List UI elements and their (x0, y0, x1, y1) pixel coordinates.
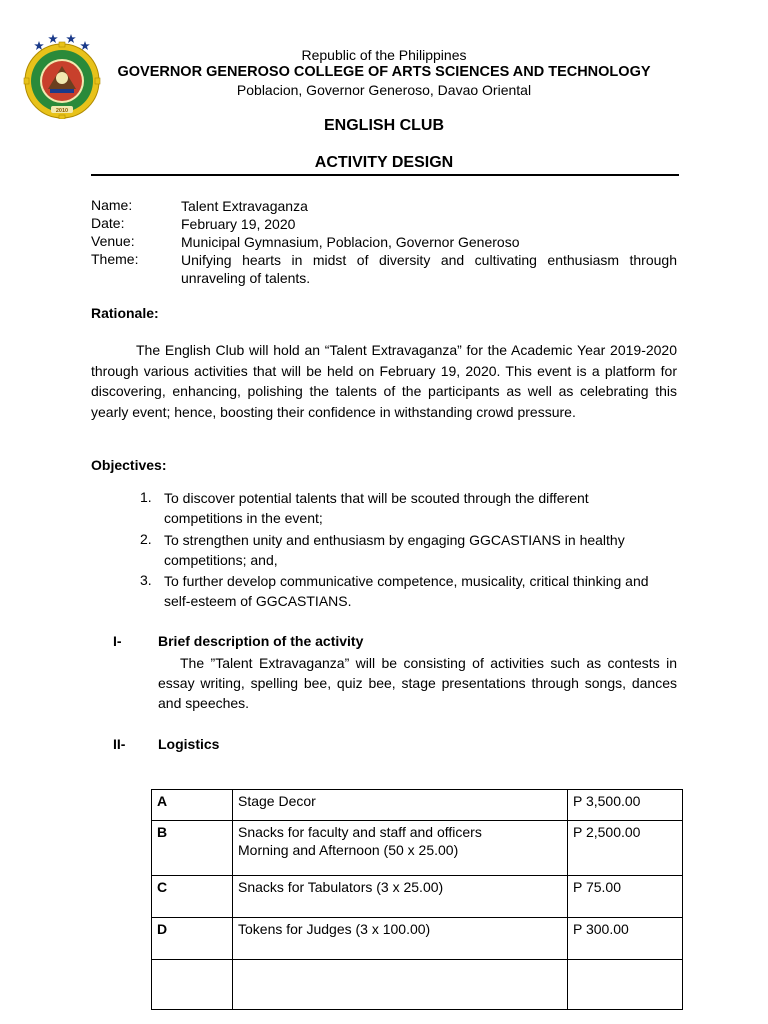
detail-value-name: Talent Extravaganza (181, 198, 308, 214)
header-republic: Republic of the Philippines (301, 47, 467, 63)
title-underline (91, 174, 679, 176)
table-cell-amount: P 2,500.00 (568, 821, 683, 876)
table-cell-amount: P 300.00 (568, 918, 683, 960)
objective-number: 3. (140, 572, 152, 588)
objective-number: 2. (140, 531, 152, 547)
section-2-number: II- (113, 736, 126, 752)
objective-text: To further develop communicative competence, musicality, critical thinking and self-esteem of GGCASTIANS. (164, 573, 649, 609)
table-cell-code: D (152, 918, 233, 960)
table-cell-amount: P 75.00 (568, 876, 683, 918)
table-row (152, 918, 683, 960)
table-cell-item: Snacks for faculty and staff and officers Morning and Afternoon (50 x 25.00) (233, 821, 568, 876)
objective-text: To strengthen unity and enthusiasm by engaging GGCASTIANS in healthy competitions; and, (164, 532, 625, 568)
detail-value-date: February 19, 2020 (181, 216, 296, 232)
table-cell-amount: P 3,500.00 (568, 790, 683, 821)
objectives-heading: Objectives: (91, 457, 167, 473)
detail-label-venue: Venue: (91, 233, 135, 249)
table-row (152, 790, 683, 821)
objective-number: 1. (140, 489, 152, 505)
logistics-table (151, 789, 683, 1010)
table-cell-item: Stage Decor (233, 790, 568, 821)
table-cell-item: Tokens for Judges (3 x 100.00) (233, 918, 568, 960)
detail-label-date: Date: (91, 215, 125, 231)
club-title: ENGLISH CLUB (324, 117, 444, 134)
table-cell-code: C (152, 876, 233, 918)
section-1-text: The ”Talent Extravaganza” will be consisting of activities such as contests in essay writing, spelling bee, quiz bee, stage presentations through songs, dances and speeches. (158, 655, 677, 711)
document-title: ACTIVITY DESIGN (314, 154, 454, 171)
section-1-title: Brief description of the activity (158, 633, 364, 649)
header-address: Poblacion, Governor Generoso, Davao Oriental (236, 82, 532, 98)
rationale-text: The English Club will hold an “Talent Extravaganza” for the Academic Year 2019-2020 through various activities that will be held on February 19, 2020. This event is a platform for discovering, enhancing, polishing the talents of the participants as well as celebrating this yearly event; hence, boosting their confidence in withstanding crowd pressure. (91, 342, 677, 420)
rationale-heading: Rationale: (91, 305, 159, 321)
logo-year-text: 2010 (55, 108, 69, 114)
detail-label-name: Name: (91, 197, 133, 213)
table-row (152, 960, 683, 1010)
table-cell-amount (568, 960, 683, 1010)
table-cell-code: A (152, 790, 233, 821)
detail-value-theme: Unifying hearts in midst of diversity and cultivating enthusiasm through unraveling of talents. (181, 252, 677, 286)
table-row (152, 876, 683, 918)
table-cell-item (233, 960, 568, 1010)
table-row (152, 821, 683, 876)
detail-label-theme: Theme: (91, 251, 139, 267)
header-college-name: GOVERNOR GENEROSO COLLEGE OF ARTS SCIENCES AND TECHNOLOGY (117, 64, 651, 80)
section-2-title: Logistics (158, 736, 220, 752)
objective-text: To discover potential talents that will be scouted through the different competitions in the event; (164, 490, 589, 526)
detail-value-venue: Municipal Gymnasium, Poblacion, Governor Generoso (181, 234, 520, 250)
table-cell-code (152, 960, 233, 1010)
section-1-number: I- (113, 633, 122, 649)
table-cell-item: Snacks for Tabulators (3 x 25.00) (233, 876, 568, 918)
table-cell-code: B (152, 821, 233, 876)
